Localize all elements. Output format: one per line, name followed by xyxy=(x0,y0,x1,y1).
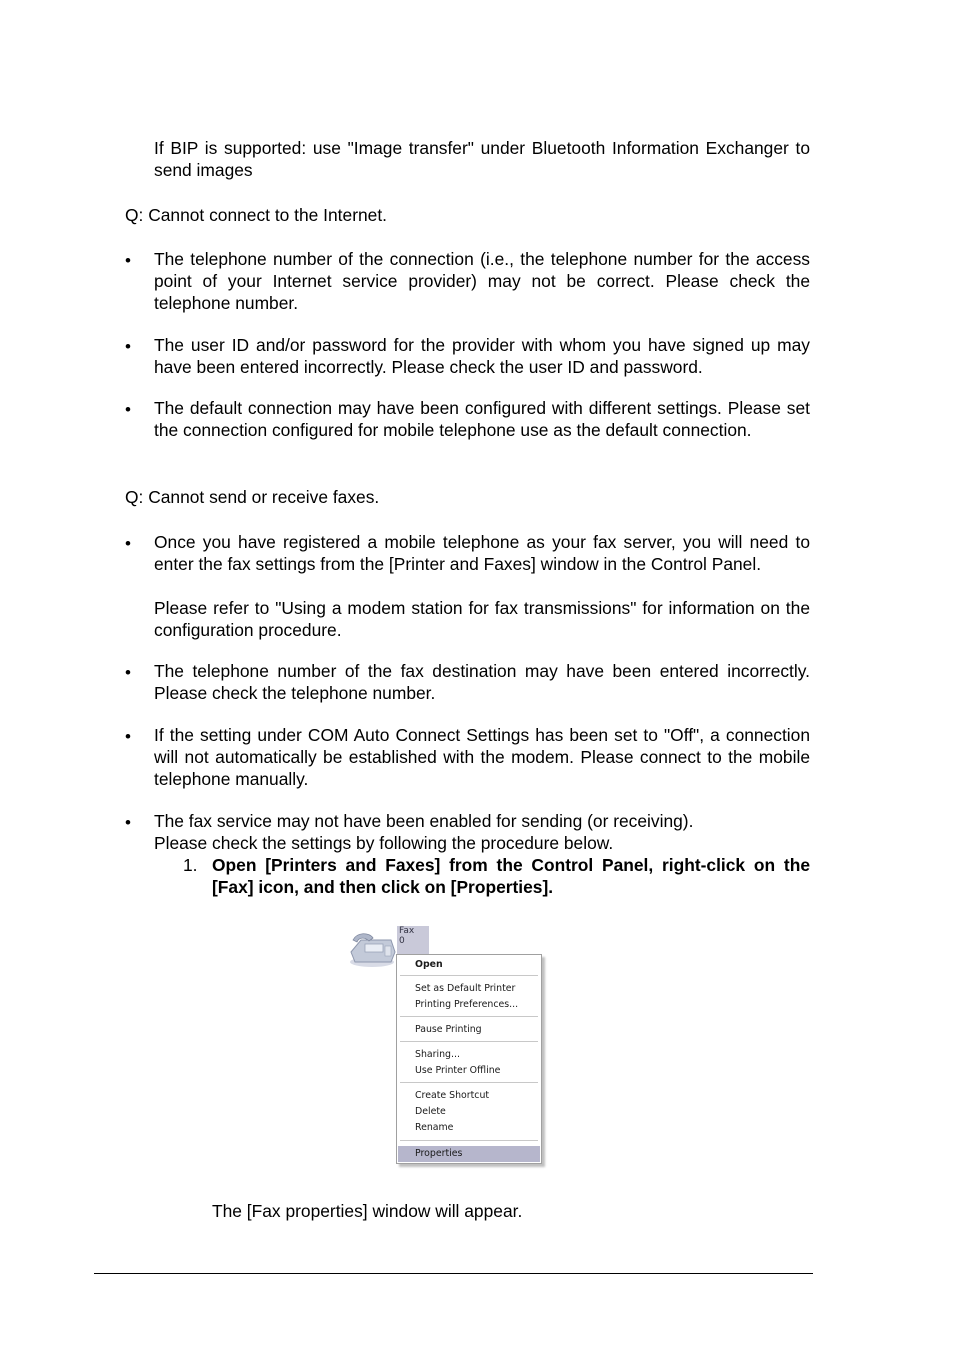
bullet-marker: • xyxy=(125,534,131,553)
menu-separator xyxy=(400,1016,538,1017)
bullet-marker: • xyxy=(125,337,131,356)
context-menu-screenshot xyxy=(345,924,555,1174)
question-internet: Q: Cannot connect to the Internet. xyxy=(125,205,387,225)
menu-separator xyxy=(400,1082,538,1083)
bullet-marker: • xyxy=(125,400,131,419)
menu-item-rename[interactable]: Rename xyxy=(415,1122,454,1133)
fax-icon-name: Fax xyxy=(399,926,415,936)
menu-item-open[interactable]: Open xyxy=(415,959,443,970)
fax-bullet-settings: Once you have registered a mobile telephone as your fax server, you will need to enter the fax settings from the [Printer and Faxes] window in the Control Panel. xyxy=(154,532,810,574)
menu-separator xyxy=(400,1041,538,1042)
fax-bullet-service-check: Please check the settings by following the procedure below. xyxy=(154,833,614,853)
fax-icon-count: 0 xyxy=(399,936,405,946)
menu-item-create-shortcut[interactable]: Create Shortcut xyxy=(415,1090,490,1101)
fax-bullet-service: The fax service may not have been enabled for sending (or receiving). xyxy=(154,811,694,831)
menu-item-properties[interactable]: Properties xyxy=(398,1146,540,1162)
fax-icon-label[interactable] xyxy=(397,926,429,954)
fax-bullet-com-auto-connect: If the setting under COM Auto Connect Settings has been set to "Off", a connection will not automatically be established with the modem. Please connect to the mobile telephone manually. xyxy=(154,725,810,789)
fax-machine-icon[interactable] xyxy=(347,928,397,968)
internet-bullet-default-connection: The default connection may have been configured with different settings. Please set the connection configured for mobile telephone use as the default connection. xyxy=(154,398,810,440)
menu-item-use-printer-offline[interactable]: Use Printer Offline xyxy=(415,1065,501,1076)
bullet-marker: • xyxy=(125,727,131,746)
menu-separator xyxy=(400,975,538,976)
fax-bullet-destination: The telephone number of the fax destination may have been entered incorrectly. Please check the telephone number. xyxy=(154,661,810,703)
fax-properties-note: The [Fax properties] window will appear. xyxy=(212,1201,523,1221)
footer-divider xyxy=(94,1273,813,1274)
menu-item-pause-printing[interactable]: Pause Printing xyxy=(415,1024,482,1035)
internet-bullet-phone-number: The telephone number of the connection (i.e., the telephone number for the access point of your Internet service provider) may not be correct. Please check the telephone number. xyxy=(154,249,810,313)
menu-item-sharing[interactable]: Sharing... xyxy=(415,1049,460,1060)
step-number: 1. xyxy=(183,855,198,875)
bip-paragraph: If BIP is supported: use "Image transfer" under Bluetooth Information Exchanger to send images xyxy=(154,138,810,180)
context-menu xyxy=(396,954,542,1164)
menu-item-delete[interactable]: Delete xyxy=(415,1106,446,1117)
menu-separator xyxy=(400,1140,538,1141)
bullet-marker: • xyxy=(125,251,131,270)
internet-bullet-user-id: The user ID and/or password for the provider with whom you have signed up may have been entered incorrectly. Please check the user ID and password. xyxy=(154,335,810,377)
fax-bullet-settings-reference: Please refer to "Using a modem station for fax transmissions" for information on the configuration procedure. xyxy=(154,598,810,640)
step-instruction: Open [Printers and Faxes] from the Control Panel, right-click on the [Fax] icon, and then click on [Properties]. xyxy=(212,855,810,897)
question-fax: Q: Cannot send or receive faxes. xyxy=(125,487,380,507)
bullet-marker: • xyxy=(125,663,131,682)
bullet-marker: • xyxy=(125,813,131,832)
menu-item-set-default-printer[interactable]: Set as Default Printer xyxy=(415,983,516,994)
menu-item-printing-preferences[interactable]: Printing Preferences... xyxy=(415,999,519,1010)
